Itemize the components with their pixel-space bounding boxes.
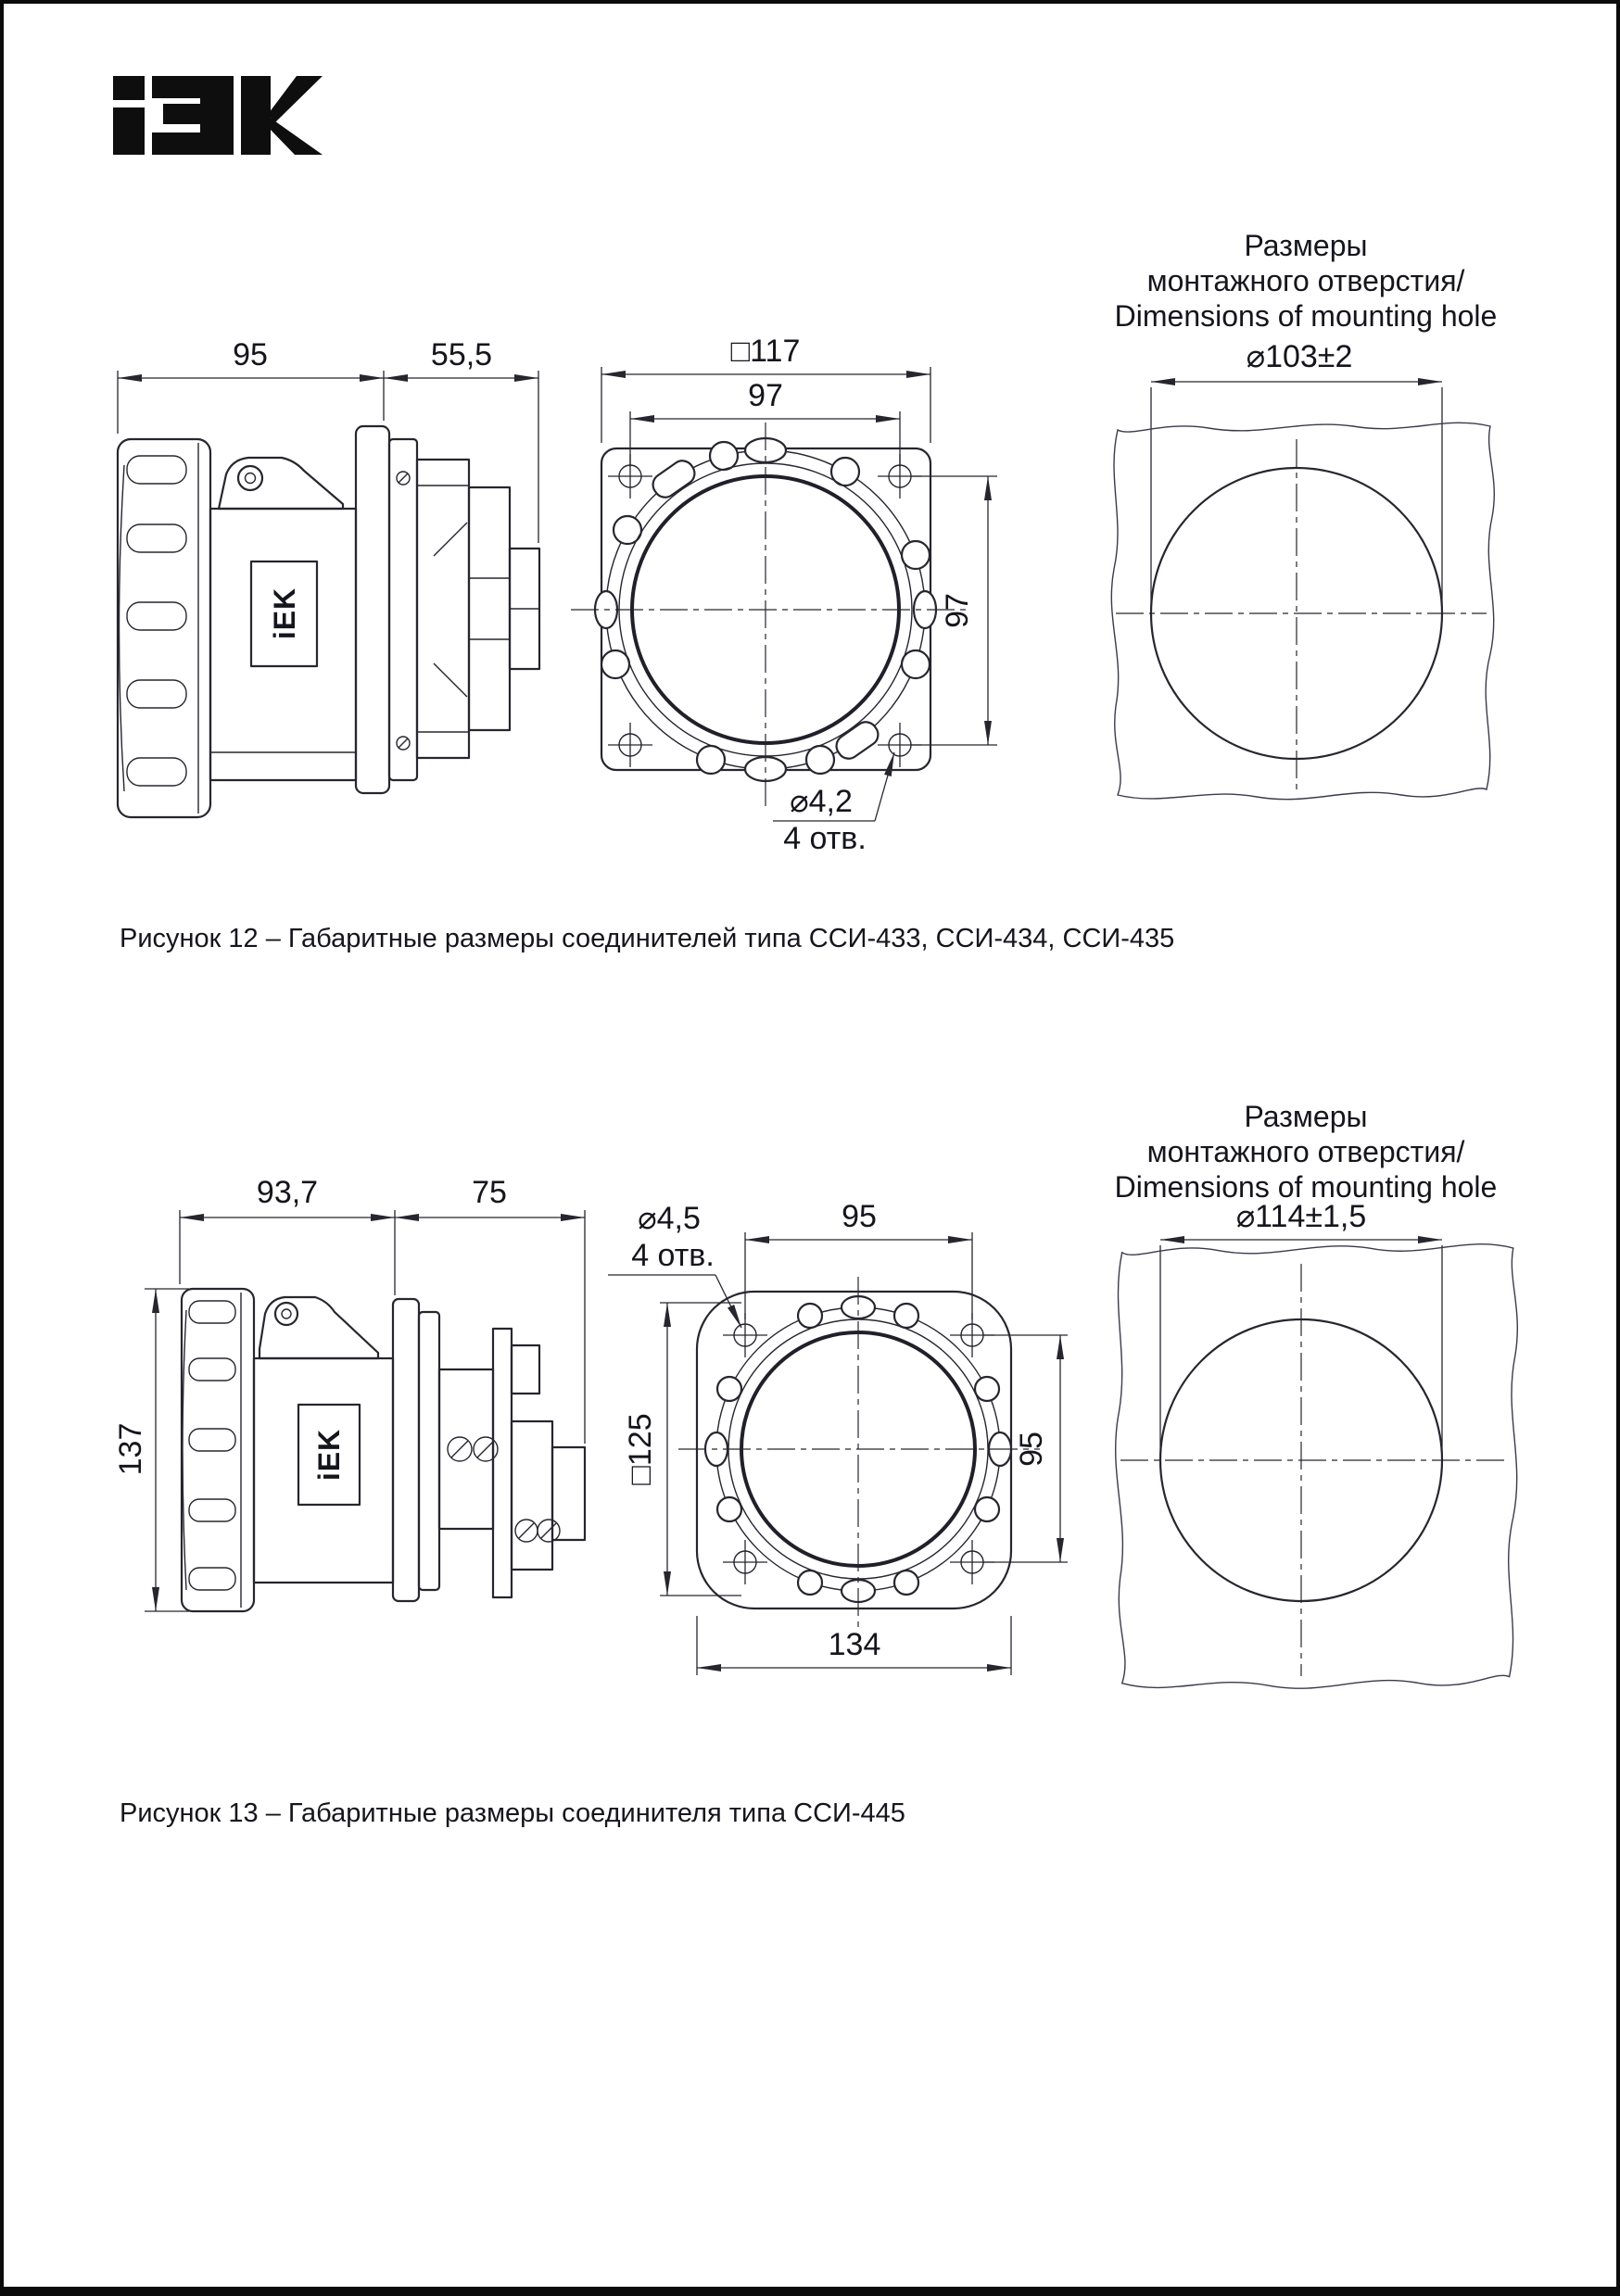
iek-logo: [113, 76, 323, 155]
dim-label-width-bottom: 134: [828, 1627, 881, 1662]
figure12-drawing: [118, 229, 1497, 953]
dim-label-square: □125: [623, 1413, 658, 1485]
dim-label-hole-spacing-h: 97: [748, 378, 783, 413]
figure12-caption: Рисунок 12 – Габаритные размеры соединителей типа ССИ-433, ССИ-434, ССИ-435: [120, 924, 1175, 953]
dim-label-plug-width: 55,5: [430, 337, 493, 372]
mounting-title-line3: Dimensions of mounting hole: [1114, 1170, 1498, 1204]
dim-label-plug-width: 75: [472, 1175, 507, 1210]
figure12-mounting-hole-panel: [1111, 229, 1497, 800]
dim-label-hole-diameter: ⌀4,5: [638, 1201, 701, 1236]
mounting-title-line1: Размеры: [1244, 229, 1368, 262]
dim-label-hole-spacing-right: 95: [1014, 1432, 1049, 1467]
figure13-drawing: [113, 1100, 1517, 1828]
figure12-side-view: [118, 337, 539, 817]
dim-label-hole-count: 4 отв.: [631, 1238, 715, 1273]
dim-label-hole-spacing-v: 97: [940, 593, 975, 628]
dim-label-body-width: 95: [233, 337, 268, 372]
mounting-title-line1: Размеры: [1244, 1100, 1368, 1133]
embossed-logo-text: iEK: [268, 587, 301, 640]
embossed-logo-text: iEK: [312, 1428, 346, 1482]
mounting-title-line2: монтажного отверстия/: [1146, 1135, 1465, 1168]
technical-drawing-canvas: [4, 4, 1620, 2296]
figure13-caption: Рисунок 13 – Габаритные размеры соединителя типа ССИ-445: [120, 1798, 905, 1828]
figure13-side-view: [113, 1175, 585, 1611]
dim-label-mounting-diameter: ⌀114±1,5: [1235, 1199, 1367, 1234]
mounting-title-line3: Dimensions of mounting hole: [1114, 299, 1498, 333]
dim-label-hole-diameter: ⌀4,2: [790, 784, 853, 819]
dim-label-hole-spacing-top: 95: [842, 1199, 877, 1234]
figure13-mounting-hole-panel: [1115, 1100, 1518, 1688]
dim-label-mounting-diameter: ⌀103±2: [1246, 339, 1353, 374]
mounting-title-line2: монтажного отверстия/: [1146, 264, 1465, 297]
dim-label-hole-count: 4 отв.: [783, 821, 867, 856]
dim-label-square: □117: [730, 334, 801, 369]
figure12-front-view: [571, 334, 997, 856]
dim-label-body-width: 93,7: [256, 1175, 319, 1210]
dim-label-height: 137: [113, 1422, 148, 1476]
figure13-front-view: [608, 1199, 1068, 1675]
